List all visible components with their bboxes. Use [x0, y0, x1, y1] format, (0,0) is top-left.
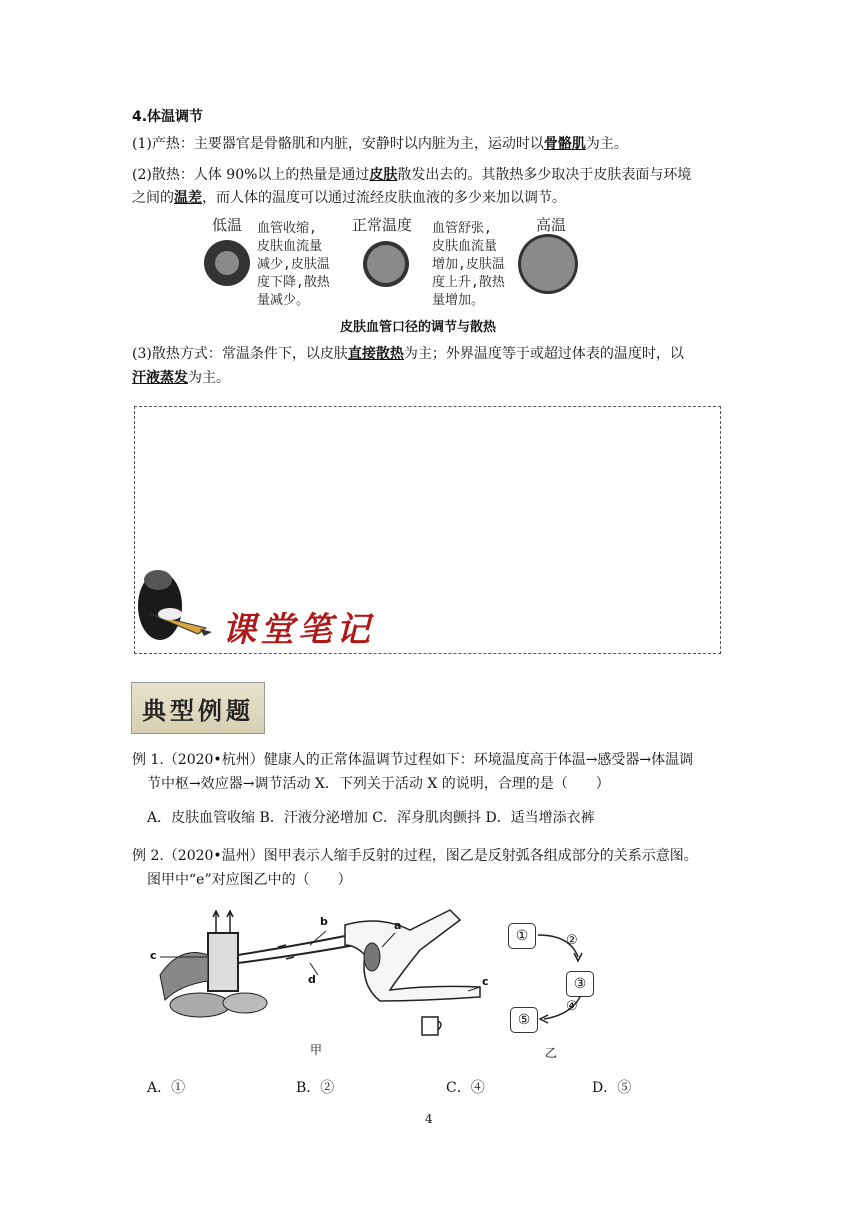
paragraph-heat-methods-line1	[132, 344, 684, 364]
paragraph-heat-dissipation-line2	[132, 188, 566, 208]
q2-stem-line1: 例 2.（2020•温州）图甲表示人缩手反射的过程，图乙是反射弧各组成部分的关系示意图。	[132, 848, 698, 864]
paragraph-heat-dissipation-line1	[132, 165, 691, 185]
node-5: ⑤	[510, 1007, 538, 1033]
text: (2)散热：人体 90%以上的热量是通过	[132, 167, 370, 183]
underlined-term: 骨骼肌	[543, 136, 586, 152]
penguin-pencil-icon	[136, 566, 216, 646]
skin-vessel-figure	[200, 214, 580, 314]
q1-options[interactable]: A．皮肤血管收缩 B．汗液分泌增加 C．浑身肌肉颤抖 D．适当增添衣裤	[147, 810, 595, 826]
desc-line: 量减少。	[257, 293, 310, 308]
page-number: 4	[425, 1112, 433, 1126]
desc-line: 量增加。	[432, 293, 485, 308]
label-b: b	[320, 915, 328, 928]
underlined-term: 温差	[174, 190, 202, 206]
section-title: 4.体温调节	[132, 109, 204, 125]
desc-high	[432, 220, 505, 310]
desc-line: 减少,皮肤温	[257, 257, 330, 272]
arrow-label-4: ④	[566, 999, 578, 1014]
node-3: ③	[566, 971, 594, 997]
paragraph-heat-methods-line2	[132, 368, 230, 388]
figure-caption: 皮肤血管口径的调节与散热	[340, 320, 497, 335]
reflex-arc-diagram-yi	[500, 915, 610, 1035]
q1-stem-line1: 例 1.（2020•杭州）健康人的正常体温调节过程如下：环境温度高于体温→感受器→体温调	[132, 752, 694, 768]
label-normal-temp: 正常温度	[352, 216, 413, 234]
desc-line: 皮肤血流量	[257, 239, 323, 254]
vessel-high-outer	[518, 234, 578, 294]
desc-line: 度下降,散热	[257, 275, 330, 290]
q2-option-d[interactable]: D．⑤	[592, 1080, 632, 1096]
q2-option-b[interactable]: B．②	[296, 1080, 335, 1096]
desc-line: 增加,皮肤温	[432, 257, 505, 272]
underlined-term: 直接散热	[347, 346, 404, 362]
text: (3)散热方式：常温条件下，以皮肤	[132, 346, 348, 362]
banner-text: 典型例题	[142, 695, 254, 725]
desc-low	[257, 220, 330, 310]
desc-line: 血管舒张,	[432, 221, 492, 236]
q2-option-c[interactable]: C．④	[446, 1080, 485, 1096]
text: 为主。	[585, 136, 628, 152]
q2-stem-line2: 图甲中“e”对应图乙中的（ ）	[147, 872, 352, 888]
label-c-right: c	[482, 975, 489, 988]
text: ，而人体的温度可以通过流经皮肤血液的多少来加以调节。	[202, 190, 566, 206]
vessel-normal-outer	[363, 241, 409, 287]
fig-yi-label: 乙	[545, 1046, 558, 1060]
paragraph-heat-production	[132, 134, 628, 154]
arrow-label-2: ②	[566, 933, 578, 948]
node-1: ①	[508, 923, 536, 949]
typical-examples-banner	[131, 682, 265, 734]
vessel-low-outer	[204, 240, 250, 286]
underlined-term: 汗液蒸发	[132, 370, 188, 386]
text: 之间的	[132, 190, 174, 206]
underlined-term: 皮肤	[369, 167, 398, 183]
label-a: a	[394, 919, 402, 932]
label-d: d	[308, 973, 316, 986]
fig-jia-label: 甲	[310, 1043, 323, 1057]
text: 为主。	[188, 370, 230, 386]
q2-option-a[interactable]: A．①	[147, 1080, 186, 1096]
label-low-temp: 低温	[212, 216, 243, 234]
text: (1)产热：主要器官是骨骼肌和内脏，安静时以内脏为主，运动时以	[132, 136, 544, 152]
label-high-temp: 高温	[536, 216, 567, 234]
class-notes-label: 课堂笔记	[222, 610, 374, 650]
desc-line: 皮肤血流量	[432, 239, 498, 254]
reflex-arc-figure-jia	[150, 905, 495, 1040]
desc-line: 度上升,散热	[432, 275, 505, 290]
label-c-left: c	[150, 949, 157, 962]
text: 为主；外界温度等于或超过体表的温度时，以	[403, 346, 684, 362]
desc-line: 血管收缩,	[257, 221, 317, 236]
text: 散发出去的。其散热多少取决于皮肤表面与环境	[397, 167, 692, 183]
q1-stem-line2: 节中枢→效应器→调节活动 X．下列关于活动 X 的说明，合理的是（ ）	[147, 776, 610, 792]
